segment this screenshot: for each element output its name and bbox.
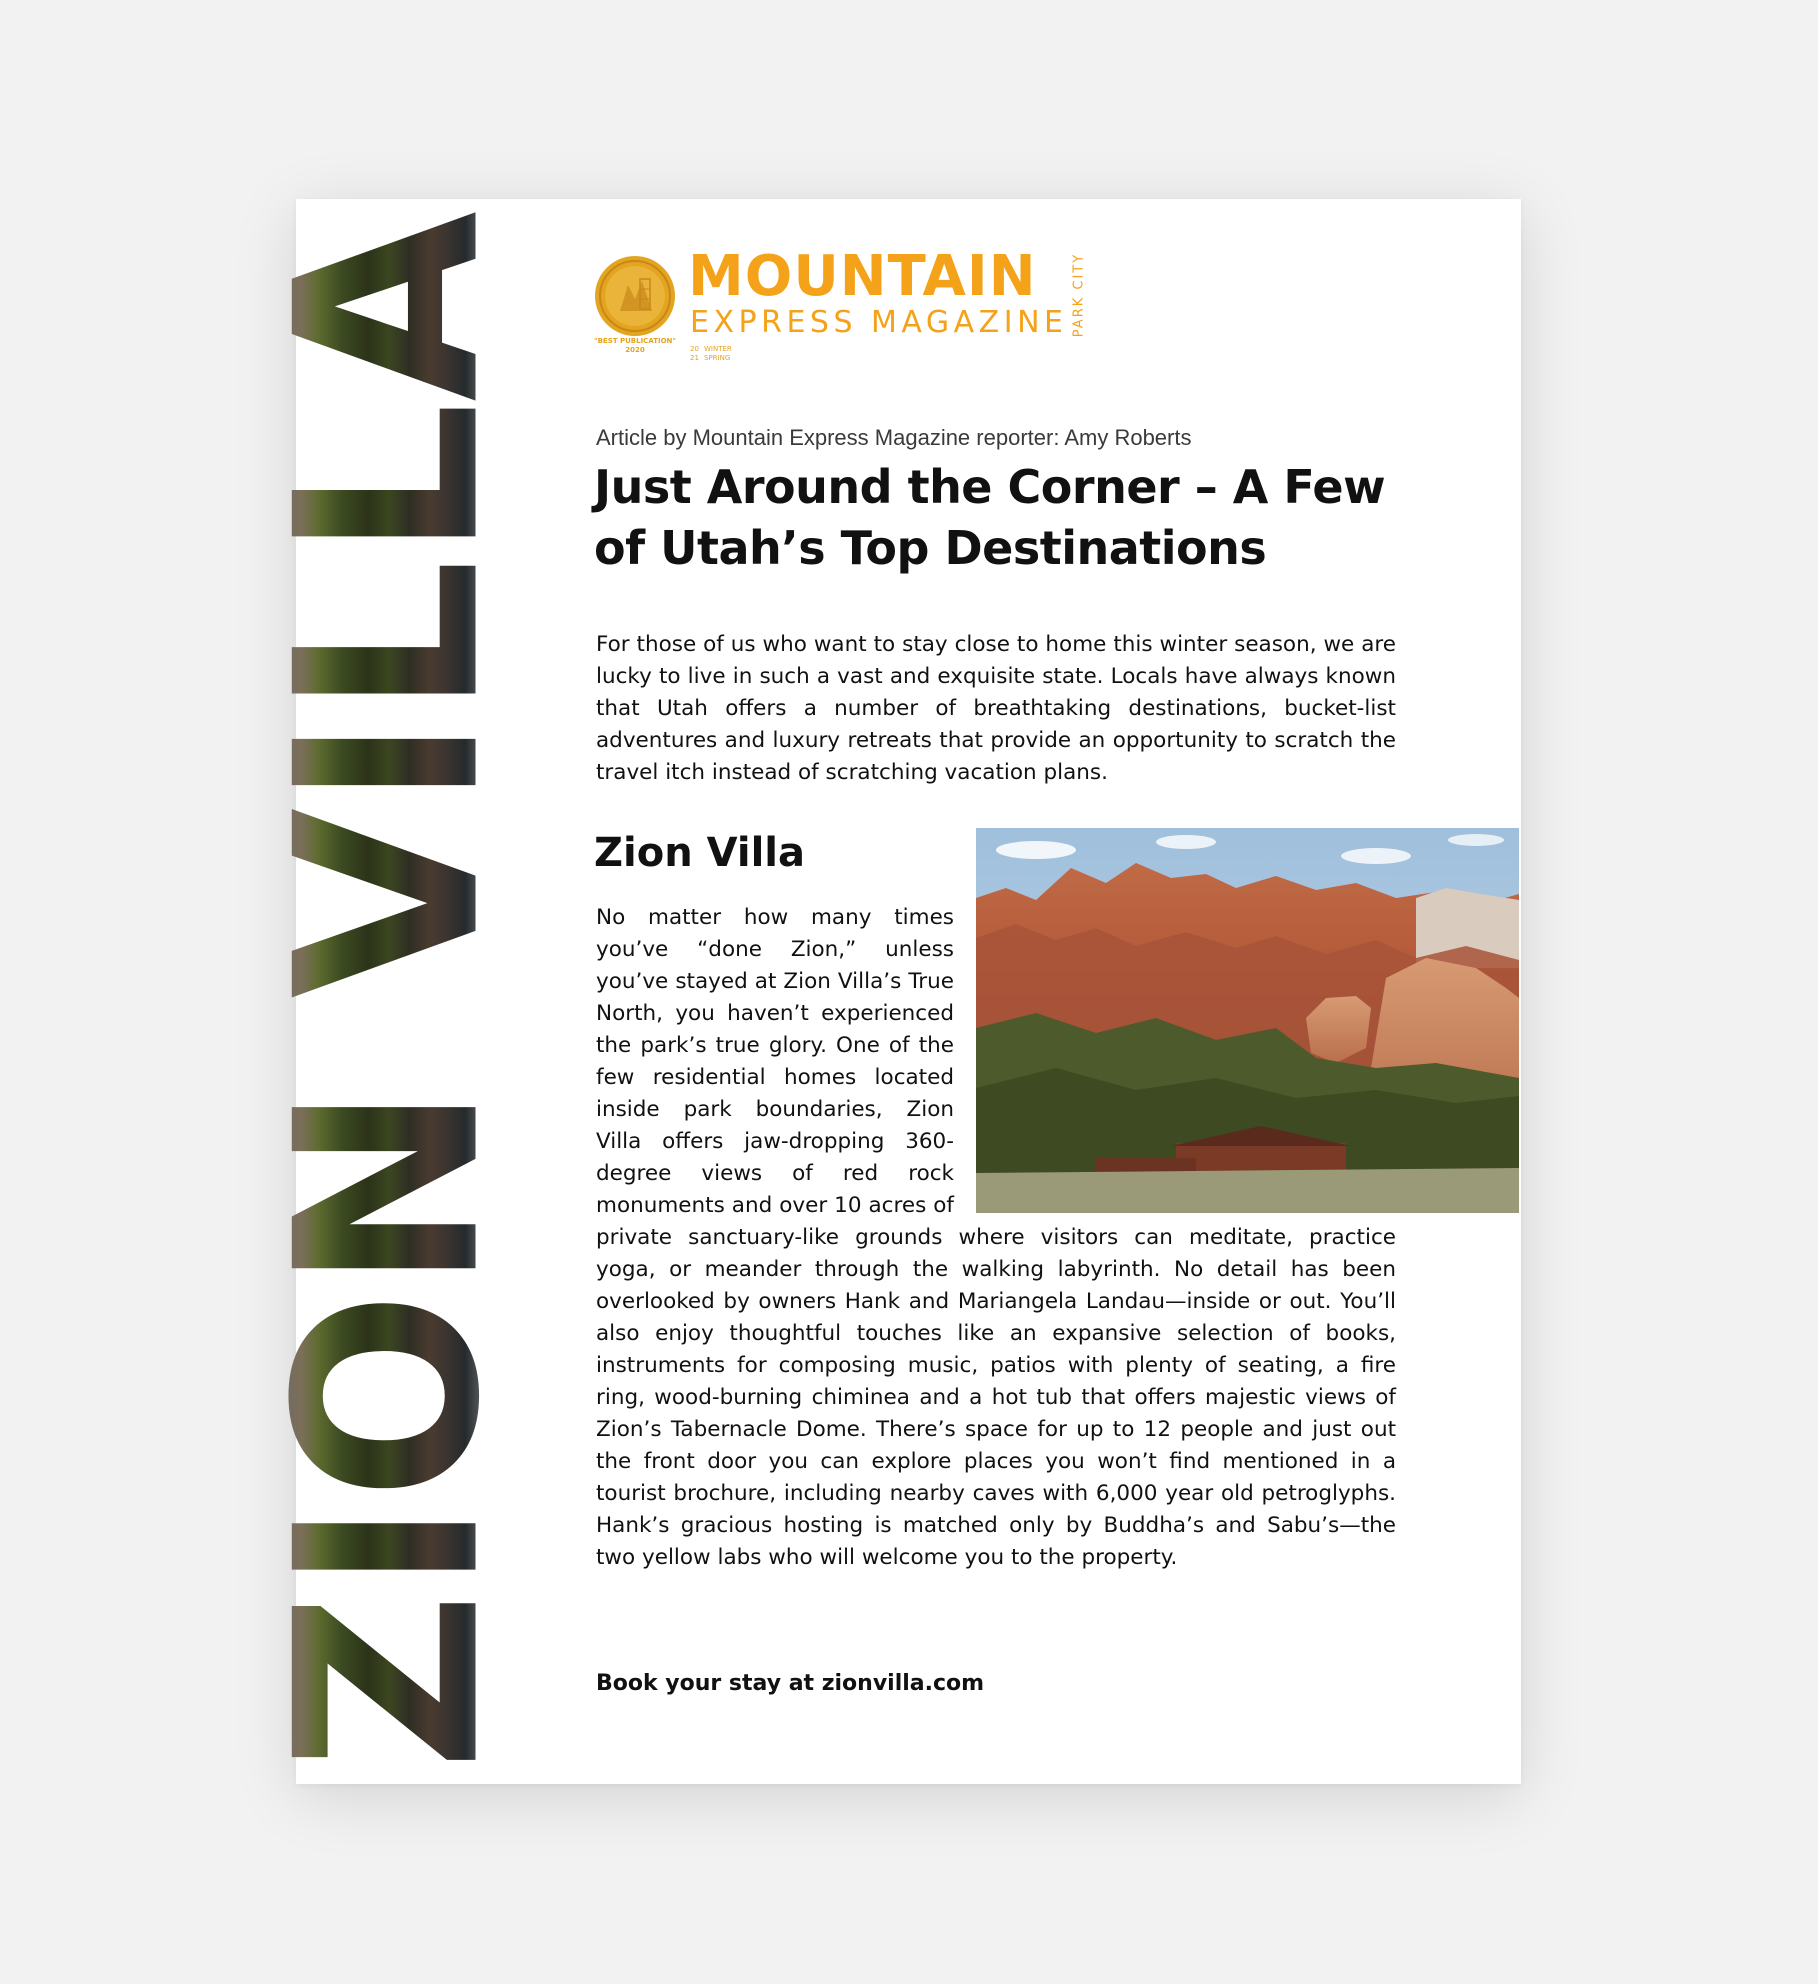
headline: Just Around the Corner – A Few of Utah’s Top Destinations xyxy=(594,460,1386,575)
award-caption xyxy=(590,337,680,355)
issue-2-year: 21 xyxy=(690,354,699,362)
brand-sub: EXPRESS MAGAZINE xyxy=(690,305,1068,340)
issue-dates xyxy=(690,345,732,363)
section-title: Zion Villa xyxy=(594,830,805,876)
brand-side xyxy=(1070,249,1088,341)
issue-1-season: WINTER xyxy=(704,345,732,353)
magazine-page xyxy=(242,176,1521,1784)
zion-villa-photo xyxy=(976,828,1519,1213)
award-line-1: "BEST PUBLICATION" xyxy=(593,337,677,345)
section-body-text: No matter how many times you’ve “done Zion,” unless you’ve stayed at Zion Villa’s True North, you haven’t experienced the park’s true glory. One of the few residential homes located inside park boundaries, Zion Villa offers jaw-dropping 360-degree views of red rock monuments and over 10 acres of private sanctuary-like grounds where visitors can meditate, practice yoga, or meander through the walking labyrinth. No detail has been overlooked by owners Hank and Mariangela Landau—inside or out. You’ll also enjoy thoughtful touches like an expansive selection of books, instruments for composing music, patios with plenty of seating, a fire ring, wood-burning chiminea and a hot tub that offers majestic views of Zion’s Tabernacle Dome. There’s space for up to 12 people and just out the front door you can explore places you won’t find mentioned in a tourist brochure, including nearby caves with 6,000 year old petroglyphs. Hank’s gracious hosting is matched only by Buddha’s and Sabu’s—the two yellow labs who will welcome you to the property. xyxy=(596,905,1396,1570)
booking-cta: Book your stay at zionvilla.com xyxy=(596,1671,985,1696)
side-banner xyxy=(242,176,536,1784)
award-medal-icon xyxy=(594,255,676,337)
brand-main: MOUNTAIN xyxy=(688,244,1037,309)
issue-1-year: 20 xyxy=(690,345,699,353)
issue-2-season: SPRING xyxy=(704,354,731,362)
side-banner-text: ZION VILLA xyxy=(242,176,536,1771)
byline: Article by Mountain Express Magazine reporter: Amy Roberts xyxy=(596,425,1192,450)
masthead xyxy=(593,244,1114,369)
section-body xyxy=(596,902,1396,1574)
brand-side-text: PARK CITY xyxy=(1071,252,1087,338)
side-banner-photo-letters xyxy=(242,176,536,1784)
intro-paragraph: For those of us who want to stay close to home this winter season, we are lucky to live in such a vast and exquisite state. Locals have always known that Utah offers a number of breathtaking destinations, bucket-list adventures and luxury retreats that provide an opportunity to scratch the travel itch instead of scratching vacation plans. xyxy=(596,632,1396,785)
award-line-2: 2020 xyxy=(625,346,645,354)
